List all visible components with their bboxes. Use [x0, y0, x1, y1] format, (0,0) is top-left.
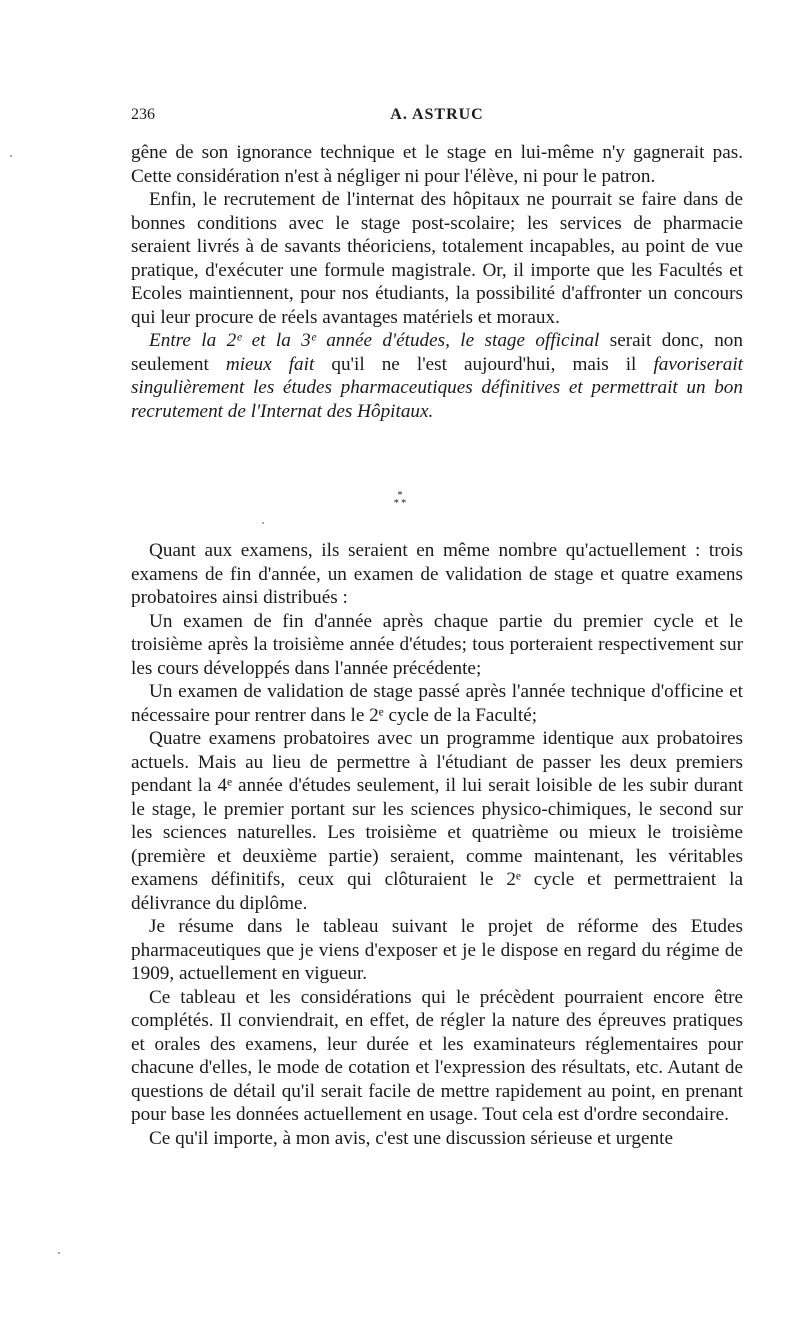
separator-bottom-stars: * * [393, 498, 407, 509]
paragraph: Un examen de validation de stage passé après l'année technique d'officine et nécessaire pour rentrer dans le 2ᵉ cycle de la Faculté; [131, 681, 743, 726]
roman-span: serait donc, non seulement [131, 330, 743, 375]
separator-top-star: * [397, 490, 403, 501]
paragraph: Quant aux examens, ils seraient en même nombre qu'actuellement : trois examens de fin d'année, un examen de validation de stage et quatre examens probatoires ainsi distribués : [131, 540, 743, 608]
text-block-top [131, 141, 743, 423]
paragraph: Quatre examens probatoires avec un programme identique aux probatoires actuels. Mais au lieu de permettre à l'étudiant de passer les deux premiers pendant la 4ᵉ année d'études seulement, il lui serait loisible de les subir durant le stage, le premier portant sur les sciences physico-chimiques, le second sur les sciences naturelles. Les troisième et quatrième ou mieux le troisième (première et deuxième partie) seraient, comme maintenant, les véritables examens définitifs, ceux qui clôturaient le 2ᵉ cycle et permettraient la délivrance du diplôme. [131, 728, 743, 914]
paragraph: Enfin, le recrutement de l'internat des hôpitaux ne pourrait se faire dans de bonnes conditions avec le stage post-scolaire; les services de pharmacie seraient livrés à de savants théoriciens, totalement incapables, au point de vue pratique, d'exécuter une formule magistrale. Or, il importe que les Facultés et Ecoles maintiennent, pour nos étudiants, la possibilité d'affronter un concours qui leur procure de réels avantages matériels et moraux. [131, 189, 743, 328]
scan-speck [262, 522, 264, 524]
paragraph-conclusion [131, 329, 743, 423]
paragraph: Ce qu'il importe, à mon avis, c'est une discussion sérieuse et urgente [149, 1127, 673, 1149]
italic-span: Entre la 2ᵉ et la 3ᵉ année d'études, le stage officinal [149, 330, 600, 351]
italic-span: favoriserait singulièrement les études pharmaceutiques définitives et permettrait un bon recrutement de l'Internat des Hôpitaux. [131, 353, 743, 422]
paragraph: Un examen de fin d'année après chaque partie du premier cycle et le troisième après la troisième année d'études; tous porteraient respectivement sur les cours développés dans l'année précédente; [131, 610, 743, 679]
running-title: A. ASTRUC [390, 106, 484, 123]
italic-span: mieux fait [225, 353, 315, 375]
roman-span: qu'il ne l'est aujourd'hui, mais il [314, 353, 654, 375]
scan-speck [10, 155, 12, 157]
paragraph: Je résume dans le tableau suivant le projet de réforme des Etudes pharmaceutiques que je viens d'exposer et je le dispose en regard du régime de 1909, actuellement en vigueur. [131, 916, 743, 984]
page-number: 236 [131, 106, 155, 123]
section-separator [0, 492, 800, 508]
paragraph: Ce tableau et les considérations qui le précèdent pourraient encore être complétés. Il conviendrait, en effet, de régler la nature des épreuves pratiques et orales des examens, leur durée et les examinateurs réglementaires pour chacune d'elles, le mode de cotation et l'expression des résultats, etc. Autant de questions de détail qu'il serait facile de mettre rapidement au point, en prenant pour base les données actuellement en usage. Tout cela est d'ordre secondaire. [131, 986, 743, 1125]
scan-speck [58, 1252, 60, 1254]
text-block-bottom [131, 539, 743, 1150]
page-header [131, 106, 743, 130]
paragraph: gêne de son ignorance technique et le stage en lui-même n'y gagnerait pas. Cette considération n'est à négliger ni pour l'élève, ni pour le patron. [131, 142, 743, 187]
